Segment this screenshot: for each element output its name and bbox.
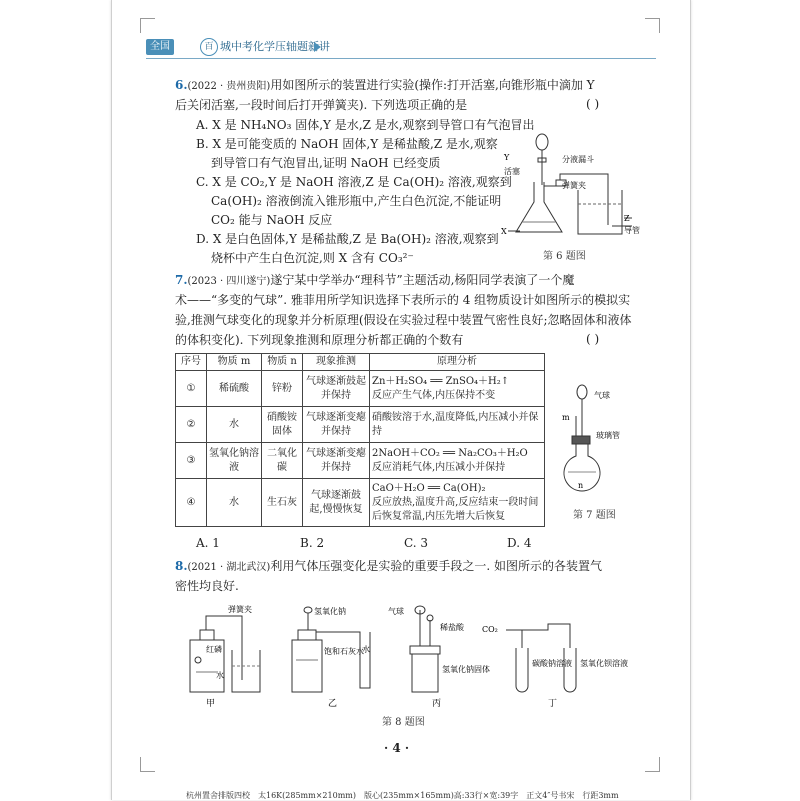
q7-source: (2023 · 四川遂宁) [187, 276, 271, 287]
table-cell: 生石灰 [262, 479, 303, 527]
table-cell: 硝酸铵固体 [262, 407, 303, 443]
q7-figure-caption: 第 7 题图 [573, 510, 616, 521]
q6-answer-paren: ( ) [586, 97, 600, 111]
sub-label-c: 丙 [432, 699, 442, 709]
table-cell: 气球逐渐鼓起,慢慢恢复 [303, 479, 370, 527]
label-n: n [578, 481, 584, 490]
q7-answer-c: C. 3 [404, 536, 429, 550]
table-cell: CaO＋H₂O ══ Ca(OH)₂ 反应放热,温度升高,反应结束一段时间后恢复常温,内压先增大后恢复 [370, 479, 545, 527]
q6-option-c2: Ca(OH)₂ 溶液倒流入锥形瓶中,产生白色沉淀,不能证明 [211, 194, 502, 208]
table-row [176, 443, 545, 479]
label-water: 水 [216, 671, 224, 680]
table-cell: Zn＋H₂SO₄ ══ ZnSO₄＋H₂↑ 反应产生气体,内压保持不变 [370, 371, 545, 407]
header-ring: 百 [200, 38, 218, 56]
table-row [176, 407, 545, 443]
crop-mark [140, 18, 155, 33]
table-cell: 水 [207, 479, 262, 527]
q8-source: (2021 · 湖北武汉) [187, 562, 271, 573]
header-divider [146, 58, 656, 59]
q7-answer-a: A. 1 [196, 536, 220, 550]
q6-option-b1: B. X 是可能变质的 NaOH 固体,Y 是稀盐酸,Z 是水,观察 [196, 137, 498, 151]
play-arrow-icon [314, 42, 321, 52]
q7-answer-paren: ( ) [586, 332, 600, 346]
print-footer: 杭州置舍排版四校 太16K(285mm×210mm) 版心(235mm×165mm)高:33行×宽:39字 正文4″号书宋 行距3mm [186, 791, 619, 800]
label-naoh-solid: 氢氧化钠固体 [442, 665, 490, 674]
q6-stem-1: 用如图所示的装置进行实验(操作:打开活塞,向锥形瓶中滴加 Y [270, 78, 595, 92]
sub-label-b: 乙 [328, 699, 338, 709]
table-header: 现象推测 [303, 354, 370, 371]
label-balloon2: 气球 [388, 607, 404, 616]
crop-mark [645, 757, 660, 772]
table-header: 物质 n [262, 354, 303, 371]
crop-mark [645, 18, 660, 33]
label-baoh2: 氢氧化钡溶液 [580, 659, 628, 668]
q7-number: 7. [175, 273, 188, 287]
q7-apparatus-figure [552, 380, 632, 495]
q8-stem-1: 利用气体压强变化是实验的重要手段之一. 如图所示的各装置气 [270, 559, 602, 573]
q7-table [175, 353, 545, 527]
q7-stem-4: 的体积变化). 下列现象推测和原理分析都正确的个数有 [175, 333, 464, 347]
q6-option-d1: D. X 是白色固体,Y 是稀盐酸,Z 是 Ba(OH)₂ 溶液,观察到 [196, 232, 499, 246]
q6-source: (2022 · 贵州贵阳) [187, 81, 271, 92]
table-cell: 气球逐渐变瘪并保持 [303, 407, 370, 443]
q8-line1 [175, 558, 602, 576]
sub-label-d: 丁 [548, 699, 558, 709]
label-y: Y [504, 153, 510, 162]
label-water2: 水 [362, 645, 370, 654]
label-clip: 弹簧夹 [562, 181, 586, 190]
q6-number: 6. [175, 78, 188, 92]
q6-option-c1: C. X 是 CO₂,Y 是 NaOH 溶液,Z 是 Ca(OH)₂ 溶液,观察到 [196, 175, 512, 189]
label-valve: 活塞 [504, 167, 520, 176]
table-row [176, 479, 545, 527]
label-co2: CO₂ [482, 625, 498, 634]
page-number: · 4 · [384, 741, 410, 755]
label-z: Z [624, 214, 630, 223]
q8-stem-2: 密性均良好. [175, 579, 239, 593]
label-x: X [501, 227, 507, 236]
q7-line1 [175, 272, 574, 290]
label-red-phosphorus: 红磷 [206, 645, 222, 654]
table-header-row [176, 354, 545, 371]
running-header [146, 37, 656, 57]
q6-line1 [175, 77, 595, 95]
sub-label-a: 甲 [206, 699, 216, 709]
table-header: 物质 m [207, 354, 262, 371]
q7-answer-d: D. 4 [507, 536, 532, 550]
label-m: m [562, 413, 570, 422]
header-title: 城中考化学压轴题新讲 [220, 40, 330, 53]
table-cell: 稀硫酸 [207, 371, 262, 407]
q6-option-b2: 到导管口有气泡冒出,证明 NaOH 已经变质 [211, 156, 441, 170]
label-spring-clip: 弹簧夹 [228, 605, 252, 614]
q7-answer-b: B. 2 [300, 536, 325, 550]
q7-stem-3: 验,推测气球变化的现象并分析原理(假设在实验过程中装置气密性良好;忽略固体和液体 [175, 313, 632, 327]
q8-figure-caption: 第 8 题图 [382, 717, 425, 728]
table-header: 原理分析 [370, 354, 545, 371]
q6-option-d2: 烧杯中产生白色沉淀,则 X 含有 CO₃²⁻ [211, 251, 414, 265]
table-cell: 硝酸铵溶于水,温度降低,内压减小并保持 [370, 407, 545, 443]
crop-mark [140, 757, 155, 772]
q6-figure-caption: 第 6 题图 [543, 251, 586, 262]
q8-apparatus-figure [176, 600, 626, 710]
label-funnel: 分液漏斗 [562, 155, 594, 164]
table-cell: ① [176, 371, 207, 407]
label-tube: 导管 [624, 226, 640, 235]
label-limewater: 饱和石灰水 [324, 647, 364, 656]
q7-stem-2: 术——“多变的气球”. 雅菲用所学知识选择下表所示的 4 组物质设计如图所示的模拟实 [175, 293, 631, 307]
q6-option-a: A. X 是 NH₄NO₃ 固体,Y 是水,Z 是水,观察到导管口有气泡冒出 [196, 118, 535, 132]
table-cell: ② [176, 407, 207, 443]
q6-option-c3: CO₂ 能与 NaOH 反应 [211, 213, 333, 227]
table-cell: ③ [176, 443, 207, 479]
label-naoh: 氢氧化钠 [314, 607, 346, 616]
table-cell: 2NaOH＋CO₂ ══ Na₂CO₃＋H₂O 反应消耗气体,内压减小并保持 [370, 443, 545, 479]
table-cell: 氢氧化钠溶液 [207, 443, 262, 479]
table-cell: 水 [207, 407, 262, 443]
label-balloon: 气球 [594, 391, 610, 400]
table-cell: 锌粉 [262, 371, 303, 407]
table-cell: ④ [176, 479, 207, 527]
label-hcl: 稀盐酸 [440, 623, 464, 632]
q6-stem-2: 后关闭活塞,一段时间后打开弹簧夹). 下列选项正确的是 [175, 98, 468, 112]
label-na2co3: 碳酸钠溶液 [532, 659, 572, 668]
table-cell: 二氧化碳 [262, 443, 303, 479]
q8-number: 8. [175, 559, 188, 573]
q6-apparatus-figure [500, 130, 640, 245]
table-header: 序号 [176, 354, 207, 371]
table-row [176, 371, 545, 407]
table-cell: 气球逐渐鼓起并保持 [303, 371, 370, 407]
header-badge: 全国 [146, 39, 174, 55]
table-cell: 气球逐渐变瘪并保持 [303, 443, 370, 479]
label-glass-tube: 玻璃管 [596, 431, 620, 440]
q7-stem-1: 遂宁某中学举办“理科节”主题活动,杨阳同学表演了一个魔 [270, 273, 575, 287]
